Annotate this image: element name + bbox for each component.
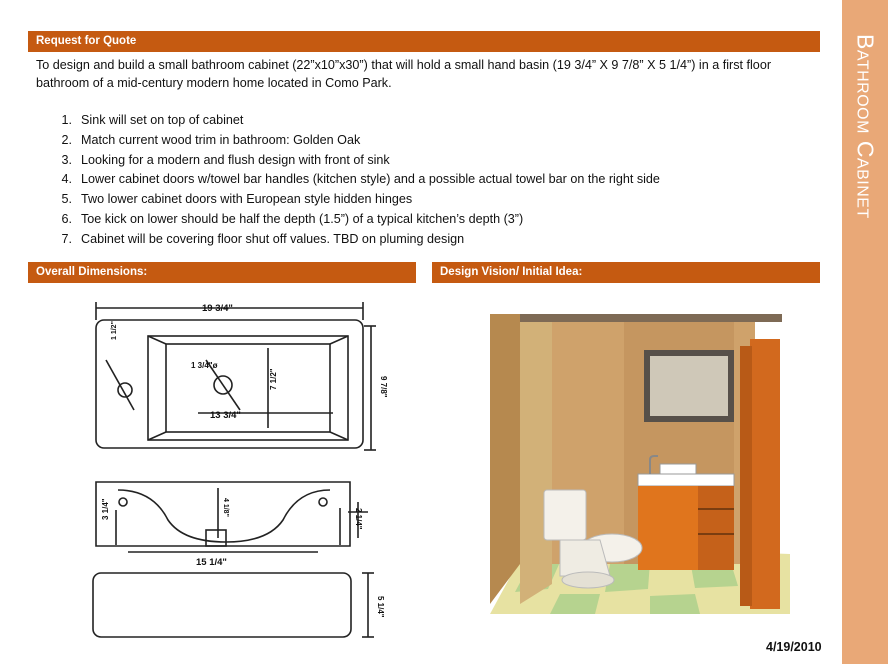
left-partition (520, 314, 552, 604)
toilet-tank (544, 490, 586, 540)
drain-diameter-label: 1 3/4"ø (191, 361, 218, 370)
list-item: 5. Two lower cabinet doors with European style hidden hinges (61, 192, 413, 207)
list-item: 4. Lower cabinet doors w/towel bar handles (kitchen style) and a possible actual towel bar on the right side (61, 172, 660, 187)
intro-paragraph: To design and build a small bathroom cabinet (22”x10”x30”) that will hold a small hand basin (19 3/4” X 9 7/8” X 5 1/4”) in a first floor bathroom of a mid-century modern home located in Como Park. (36, 58, 772, 90)
bowl-outline (148, 336, 348, 440)
bowl-depth-label: 7 1/2" (269, 368, 278, 390)
corner-label: 1 1/2" (111, 321, 118, 340)
vision-section-header: Design Vision/ Initial Idea: (432, 262, 820, 283)
tall-cabinet (750, 339, 780, 609)
list-item: 6. Toe kick on lower should be half the depth (1.5”) of a typical kitchen’s depth (3”) (61, 211, 524, 226)
basin-dimension-drawing (78, 290, 388, 640)
overall-width-label: 19 3/4" (202, 303, 233, 314)
dimensions-section-header: Overall Dimensions: (28, 262, 416, 283)
request-section-header: Request for Quote (28, 31, 820, 52)
top-view-outline (96, 320, 363, 448)
bowl-inner-outline (166, 344, 330, 432)
mirror (650, 356, 728, 416)
vanity-shelves (698, 486, 734, 570)
list-item: 2. Match current wood trim in bathroom: Golden Oak (61, 132, 361, 147)
list-item: 7. Cabinet will be covering floor shut off values. TBD on pluming design (61, 231, 465, 246)
list-item: 3. Looking for a modern and flush design with front of sink (61, 152, 390, 167)
requirements-list (36, 111, 660, 250)
list-item: 1. Sink will set on top of cabinet (61, 113, 244, 127)
section-width-label: 15 1/4" (196, 557, 227, 568)
vanity-door (638, 486, 698, 570)
page-side-title: Bathroom Cabinet (852, 34, 879, 219)
front-view-outline (93, 573, 351, 637)
bowl-width-label: 13 3/4" (210, 410, 241, 421)
document-date: 4/19/2010 (766, 640, 822, 654)
bathroom-render-image (490, 314, 790, 614)
bowl-height-label: 4 1/8" (222, 498, 229, 517)
left-height-label: 3 1/4" (101, 498, 110, 520)
sink-basin (638, 474, 734, 486)
right-height-label: 2 1/4" (354, 508, 363, 530)
overall-depth-label: 9 7/8" (379, 376, 388, 398)
basin-height-label: 5 1/4" (376, 596, 385, 618)
